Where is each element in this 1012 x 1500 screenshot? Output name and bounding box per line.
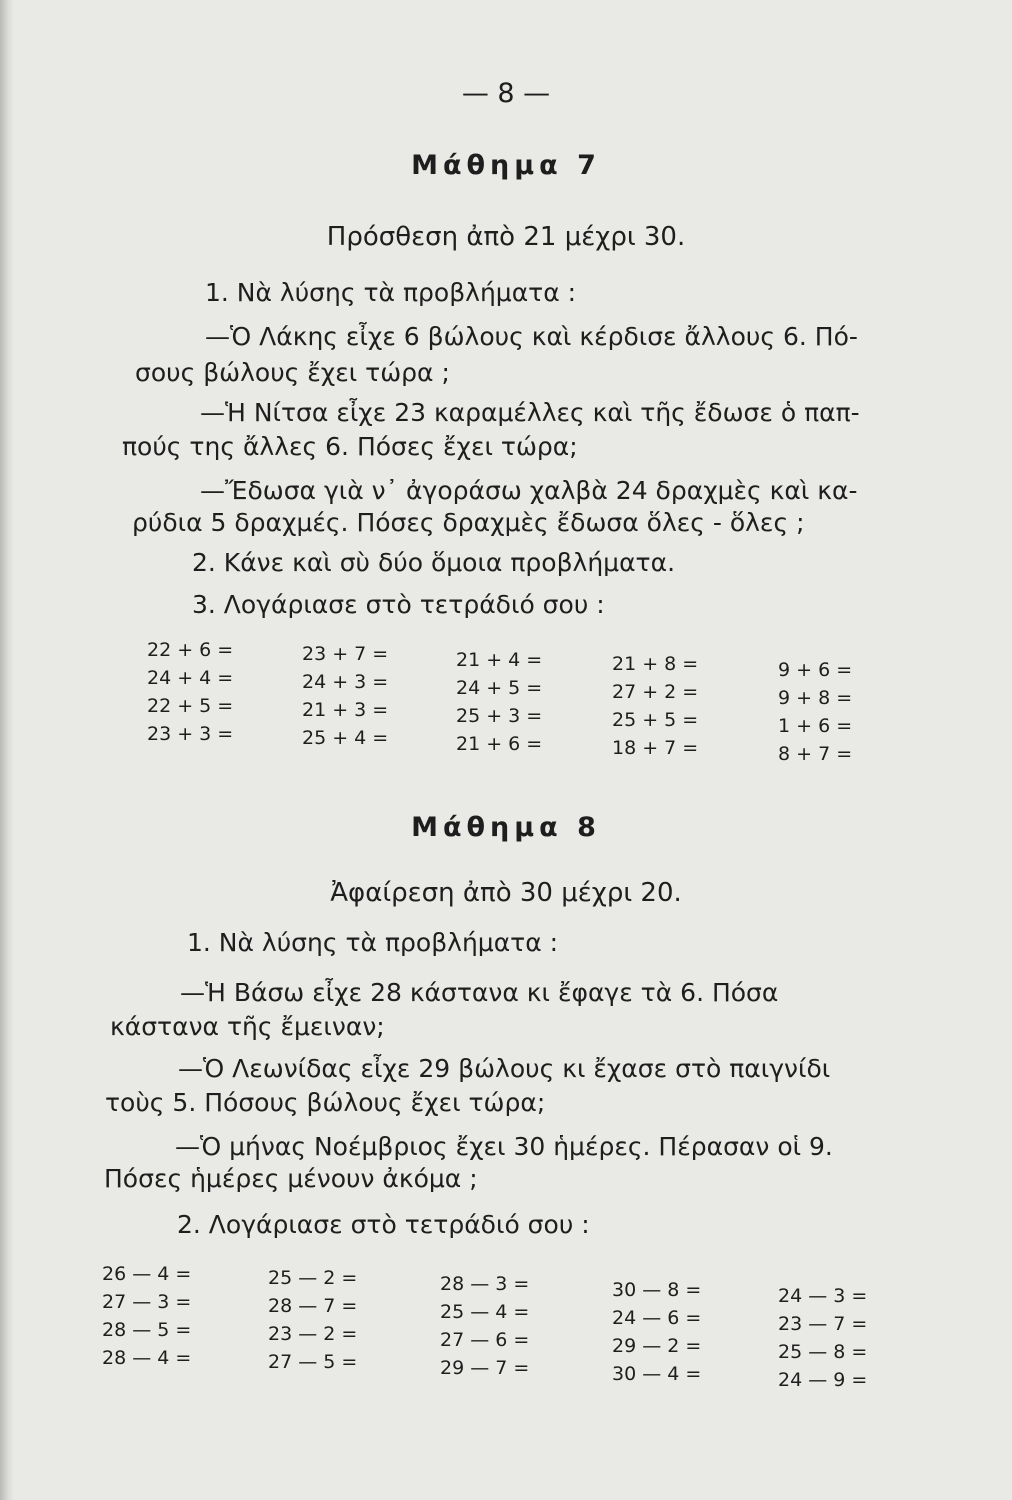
exercise-item: 30 — 4 = xyxy=(612,1363,702,1385)
lesson-7-problem-3-cont: ρύδια 5 δραχμές. Πόσες δραχμὲς ἔδωσα ὅλες - ὅλες ; xyxy=(132,508,805,537)
exercise-item: 21 + 6 = xyxy=(456,733,543,755)
exercise-item: 24 + 5 = xyxy=(456,677,543,699)
lesson-7-exercise-column xyxy=(302,640,388,752)
exercise-item: 25 — 8 = xyxy=(778,1341,868,1363)
exercise-item: 21 + 8 = xyxy=(612,653,699,675)
exercise-item: 18 + 7 = xyxy=(612,737,699,759)
exercise-item: 30 — 8 = xyxy=(612,1279,702,1301)
lesson-7-exercise-column xyxy=(612,650,698,762)
lesson-8-exercise-column xyxy=(778,1282,867,1394)
exercise-item: 28 — 4 = xyxy=(102,1347,192,1369)
lesson-7-instruction-1: 1. Νὰ λύσης τὰ προβλήματα : xyxy=(205,278,577,307)
lesson-7-problem-2: —Ἡ Νίτσα εἶχε 23 καραμέλλες καὶ τῆς ἔδωσε ὁ παπ- xyxy=(200,398,860,427)
lesson-7-instruction-2: 2. Κάνε καὶ σὺ δύο ὅμοια προβλήματα. xyxy=(192,548,676,577)
exercise-item: 8 + 7 = xyxy=(778,743,853,765)
lesson-8-instruction-1: 1. Νὰ λύσης τὰ προβλήματα : xyxy=(187,928,559,957)
exercise-item: 24 — 9 = xyxy=(778,1369,868,1391)
lesson-7-exercise-column xyxy=(778,656,852,768)
exercise-item: 27 — 6 = xyxy=(440,1329,530,1351)
lesson-8-subtitle: Ἀφαίρεση ἀπὸ 30 μέχρι 20. xyxy=(330,878,682,908)
exercise-item: 25 + 3 = xyxy=(456,705,543,727)
lesson-7-problem-3: —Ἔδωσα γιὰ ν᾽ ἀγοράσω χαλβὰ 24 δραχμὲς καὶ κα- xyxy=(200,476,858,505)
exercise-item: 21 + 4 = xyxy=(456,649,543,671)
lesson-8-title: Μάθημα 8 xyxy=(411,812,601,843)
lesson-8-problem-2-cont: τοὺς 5. Πόσους βώλους ἔχει τώρα; xyxy=(105,1088,546,1117)
exercise-item: 29 — 7 = xyxy=(440,1357,530,1379)
lesson-8-problem-1: —Ἡ Βάσω εἶχε 28 κάστανα κι ἔφαγε τὰ 6. Πόσα xyxy=(180,978,779,1007)
lesson-8-instruction-2: 2. Λογάριασε στὸ τετράδιό σου : xyxy=(177,1210,590,1239)
exercise-item: 25 + 4 = xyxy=(302,727,389,749)
exercise-item: 27 — 5 = xyxy=(268,1351,358,1373)
lesson-8-exercise-column xyxy=(102,1260,191,1372)
exercise-item: 23 + 3 = xyxy=(147,723,234,745)
page-number: — 8 — xyxy=(461,78,551,109)
exercise-item: 29 — 2 = xyxy=(612,1335,702,1357)
lesson-8-problem-3: —Ὁ μήνας Νοέμβριος ἔχει 30 ἡμέρες. Πέρασαν οἱ 9. xyxy=(175,1132,833,1161)
exercise-item: 21 + 3 = xyxy=(302,699,389,721)
exercise-item: 25 — 4 = xyxy=(440,1301,530,1323)
lesson-8-exercise-column xyxy=(612,1276,701,1388)
exercise-item: 24 — 6 = xyxy=(612,1307,702,1329)
exercise-item: 24 + 3 = xyxy=(302,671,389,693)
exercise-item: 23 + 7 = xyxy=(302,643,389,665)
exercise-item: 24 — 3 = xyxy=(778,1285,868,1307)
exercise-item: 28 — 3 = xyxy=(440,1273,530,1295)
exercise-item: 22 + 6 = xyxy=(147,639,234,661)
lesson-7-exercise-column xyxy=(147,636,233,748)
exercise-item: 1 + 6 = xyxy=(778,715,853,737)
exercise-item: 26 — 4 = xyxy=(102,1263,192,1285)
lesson-7-problem-1: —Ὁ Λάκης εἶχε 6 βώλους καὶ κέρδισε ἄλλους 6. Πό- xyxy=(205,322,858,351)
lesson-7-subtitle: Πρόσθεση ἀπὸ 21 μέχρι 30. xyxy=(326,222,686,252)
exercise-item: 24 + 4 = xyxy=(147,667,234,689)
exercise-item: 25 + 5 = xyxy=(612,709,699,731)
lesson-8-problem-3-cont: Πόσες ἡμέρες μένουν ἀκόμα ; xyxy=(104,1164,478,1193)
lesson-7-problem-1-cont: σους βώλους ἔχει τώρα ; xyxy=(135,358,450,387)
exercise-item: 27 — 3 = xyxy=(102,1291,192,1313)
lesson-7-title: Μάθημα 7 xyxy=(411,150,601,181)
exercise-item: 9 + 8 = xyxy=(778,687,853,709)
lesson-8-problem-1-cont: κάστανα τῆς ἔμειναν; xyxy=(110,1012,385,1041)
exercise-item: 28 — 5 = xyxy=(102,1319,192,1341)
exercise-item: 22 + 5 = xyxy=(147,695,234,717)
exercise-item: 27 + 2 = xyxy=(612,681,699,703)
lesson-7-problem-2-cont: πούς της ἄλλες 6. Πόσες ἔχει τώρα; xyxy=(122,432,578,461)
exercise-item: 25 — 2 = xyxy=(268,1267,358,1289)
lesson-8-exercise-column xyxy=(268,1264,357,1376)
lesson-7-instruction-3: 3. Λογάριασε στὸ τετράδιό σου : xyxy=(192,590,605,619)
lesson-8-problem-2: —Ὁ Λεωνίδας εἶχε 29 βώλους κι ἔχασε στὸ παιγνίδι xyxy=(178,1054,831,1083)
exercise-item: 23 — 7 = xyxy=(778,1313,868,1335)
exercise-item: 9 + 6 = xyxy=(778,659,853,681)
exercise-item: 28 — 7 = xyxy=(268,1295,358,1317)
exercise-item: 23 — 2 = xyxy=(268,1323,358,1345)
lesson-8-exercise-column xyxy=(440,1270,529,1382)
lesson-7-exercise-column xyxy=(456,646,542,758)
